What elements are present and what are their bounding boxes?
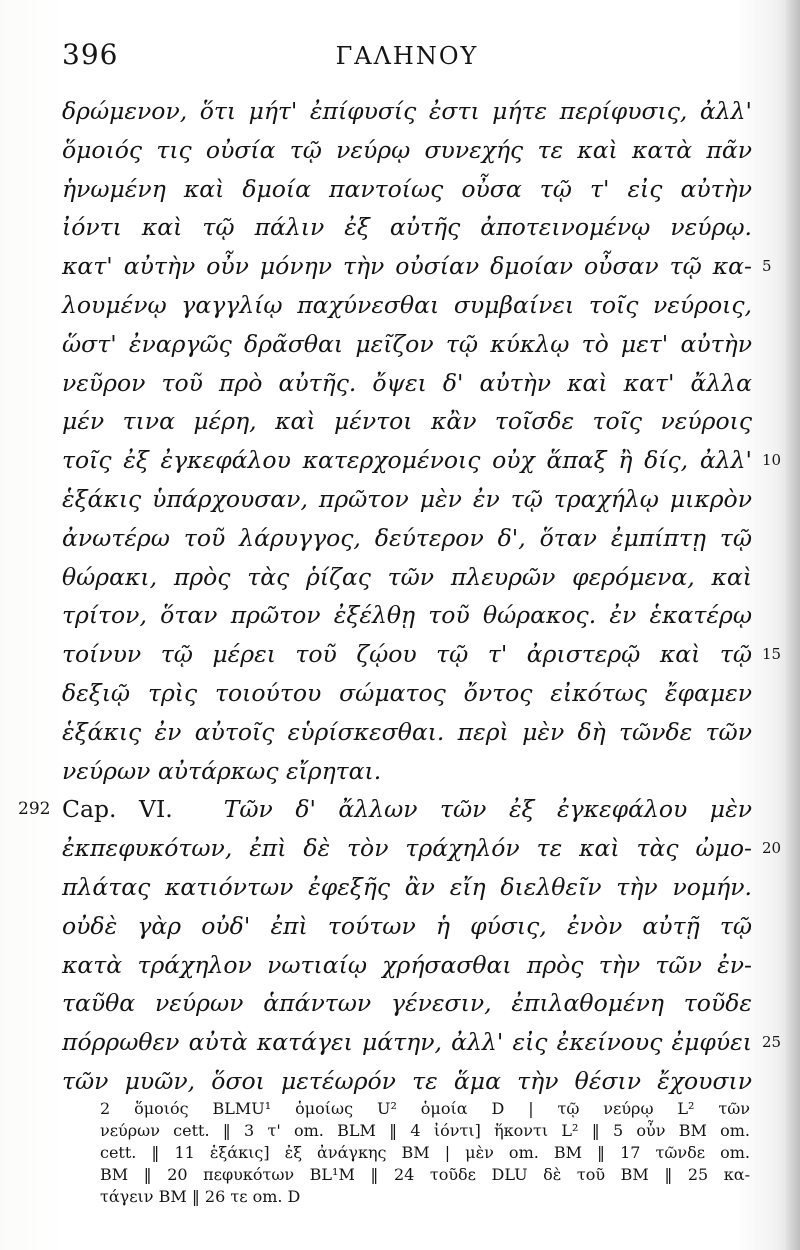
line-text: ἐκπεφυκότων, ἐπὶ δὲ τὸν τράχηλόν τε καὶ τὰς ὠμο- <box>62 834 752 863</box>
text-line <box>18 790 752 829</box>
text-line <box>62 635 782 674</box>
footnote-line: cett. ‖ 11 ἑξάκις] ἐξ ἀνάγκης BM | μὲν om. BM ‖ 17 τῶνδε om. <box>100 1143 750 1162</box>
line-number: 15 <box>762 645 782 664</box>
line-text: μέν τινα μέρη, καὶ μέντοι κἂν τοῖσδε τοῖς νεύροις <box>62 407 752 436</box>
line-text: τρίτον, ὅταν πρῶτον ἐξέλθῃ τοῦ θώρακος. ἐν ἑκατέρῳ <box>62 601 752 630</box>
line-text: ὅμοιός τις οὐσία τῷ νεύρῳ συνεχής τε καὶ κατὰ πᾶν <box>62 135 752 164</box>
line-text: Τῶν δ' ἄλλων τῶν ἐξ ἐγκεφάλου μὲν <box>223 795 752 824</box>
line-number: 20 <box>762 839 782 858</box>
line-text: δρώμενον, ὅτι μήτ' ἐπίφυσίς ἐστι μήτε περίφυσις, ἀλλ' <box>62 97 752 125</box>
text-line <box>62 829 782 868</box>
footnote-line: τάγειν BM ‖ 26 τε om. D <box>100 1187 301 1206</box>
line-number: 10 <box>762 451 782 470</box>
text-line <box>62 907 752 946</box>
footnote-line: BM ‖ 20 πεφυκότων BL¹M ‖ 24 τοῦδε DLU δὲ τοῦ BM ‖ 25 κα- <box>100 1165 750 1184</box>
line-text: κατ' αὐτὴν οὖν μόνην τὴν οὐσίαν δμοίαν οὖσαν τῷ κα- <box>62 252 752 281</box>
text-line <box>62 131 752 170</box>
text-line <box>62 286 752 325</box>
chapter-heading: Cap. VI. <box>62 795 173 824</box>
running-head: ΓΑΛΗΝΟΥ <box>335 42 479 70</box>
page-number: 396 <box>62 38 119 71</box>
critical-apparatus <box>100 1098 750 1208</box>
line-text: ἑξάκις ἐν αὐτοῖς εὑρίσκεσθαι. περὶ μὲν δὴ τῶνδε τῶν <box>62 717 752 746</box>
line-text: δεξιῷ τρὶς τοιούτου σώματος ὄντος εἰκότως ἔφαμεν <box>62 678 752 707</box>
text-line <box>62 325 752 364</box>
main-text <box>18 92 782 1101</box>
line-text: οὐδὲ γὰρ οὐδ' ἐπὶ τούτων ἡ φύσις, ἐνὸν αὐτῇ τῷ <box>62 911 752 940</box>
line-text: πόρρωθεν αὐτὰ κατάγει μάτην, ἀλλ' εἰς ἐκείνους ἐμφύει <box>62 1028 752 1057</box>
text-line <box>62 519 752 558</box>
text-line <box>62 596 752 635</box>
footnote-line: 2 ὅμοιός BLMU¹ ὁμοίως U² ὁμοία D | τῷ νεύρῳ L² τῶν <box>100 1099 750 1118</box>
line-text: νεύρων αὐτάρκως εἴρηται. <box>62 756 382 785</box>
footnote-line: νεύρων cett. ‖ 3 τ' om. BLM ‖ 4 ἰόντι] ἥκοντι L² ‖ 5 οὖν BM om. <box>100 1121 750 1140</box>
line-number: 5 <box>762 257 772 276</box>
text-line <box>62 247 772 286</box>
text-line <box>62 364 752 403</box>
line-text: ἀνωτέρω τοῦ λάρυγγος, δεύτερον δ', ὅταν ἐμπίπτῃ τῷ <box>62 523 752 552</box>
text-line <box>62 1062 752 1101</box>
text-line <box>62 713 752 752</box>
text-line <box>62 984 752 1023</box>
line-text: πλάτας κατιόντων ἐφεξῆς ἂν εἴη διελθεῖν τὴν νομήν. <box>62 872 752 901</box>
text-line <box>62 1023 782 1062</box>
line-text: λουμένῳ γαγγλίῳ παχύνεσθαι συμβαίνει τοῖς νεύροις, <box>62 290 752 319</box>
line-text: ἑξάκις ὑπάρχουσαν, πρῶτον μὲν ἐν τῷ τραχήλῳ μικρὸν <box>62 484 752 513</box>
line-text: κατὰ τράχηλον νωτιαίῳ χρήσασθαι πρὸς τὴν τῶν ἐν- <box>62 950 752 979</box>
text-line <box>62 170 752 209</box>
page-edge-shadow <box>786 0 800 1250</box>
text-line <box>62 558 752 597</box>
text-line <box>62 946 752 985</box>
text-line <box>62 752 752 791</box>
line-text: ἡνωμένη καὶ δμοία παντοίως οὖσα τῷ τ' εἰς αὐτὴν <box>62 174 752 203</box>
line-text: τοίνυν τῷ μέρει τοῦ ζῴου τῷ τ' ἀριστερῷ καὶ τῷ <box>62 640 752 669</box>
line-text: ταῦθα νεύρων ἁπάντων γένεσιν, ἐπιλαθομένη τοῦδε <box>62 989 752 1018</box>
line-text: ἰόντι καὶ τῷ πάλιν ἐξ αὐτῆς ἀποτεινομένῳ νεύρῳ. <box>62 213 752 242</box>
margin-reference: 292 <box>18 799 51 820</box>
text-line <box>62 868 752 907</box>
text-line <box>62 674 752 713</box>
line-text: θώρακι, πρὸς τὰς ῥίζας τῶν πλευρῶν φερόμενα, καὶ <box>62 562 752 591</box>
line-text: τῶν μυῶν, ὅσοι μετέωρόν τε ἅμα τὴν θέσιν ἔχουσιν <box>62 1066 752 1095</box>
text-line <box>62 441 782 480</box>
text-line <box>62 208 752 247</box>
page-header <box>62 38 752 82</box>
line-text: νεῦρον τοῦ πρὸ αὐτῆς. ὄψει δ' αὐτὴν καὶ κατ' ἄλλα <box>62 368 752 397</box>
text-line <box>62 402 752 441</box>
line-text: ὥστ' ἐναργῶς δρᾶσθαι μεῖζον τῷ κύκλῳ τὸ μετ' αὐτὴν <box>62 329 752 358</box>
line-number: 25 <box>762 1033 782 1052</box>
text-line <box>62 92 752 131</box>
line-text: τοῖς ἐξ ἐγκεφάλου κατερχομένοις οὐχ ἅπαξ ἢ δίς, ἀλλ' <box>62 446 752 475</box>
text-line <box>62 480 752 519</box>
